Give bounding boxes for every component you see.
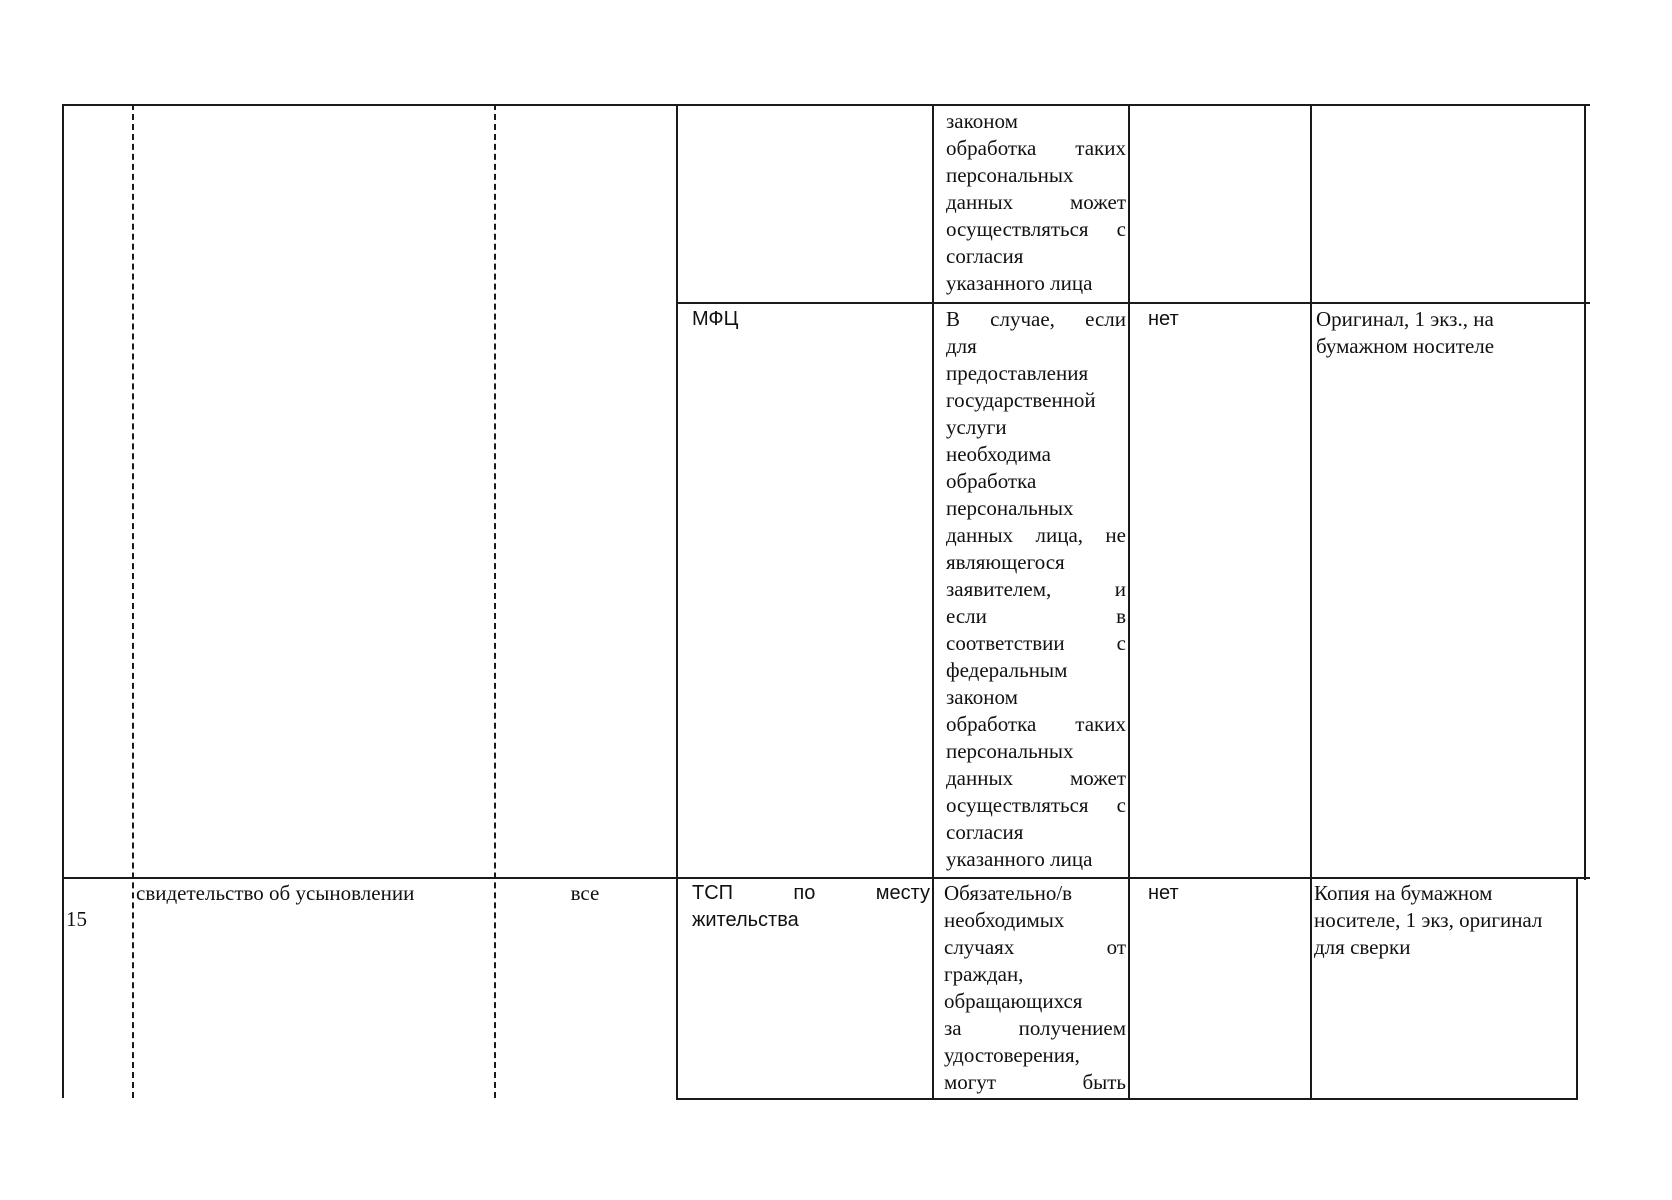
col-border-number	[132, 104, 134, 1098]
conditions-line: персональных	[946, 163, 1074, 187]
conditions-line: данных может	[946, 766, 1126, 790]
interagency-cell-mfc: нет	[1148, 308, 1179, 330]
conditions-line: являющегося	[946, 550, 1065, 574]
conditions-line: Обязательно/в	[944, 881, 1073, 905]
form-line: носителе, 1 экз, оригинал	[1314, 908, 1543, 932]
conditions-line: заявителем, и	[946, 577, 1126, 601]
channel-cell-mfc: МФЦ	[692, 308, 739, 330]
document-name-cell: свидетельство об усыновлении	[136, 881, 415, 905]
interagency-cell-row15: нет	[1148, 882, 1179, 904]
row-15-bottom-border	[676, 1098, 1578, 1100]
conditions-line: могут быть	[944, 1070, 1126, 1094]
form-cell-row15	[1314, 880, 1576, 961]
conditions-line: предоставления	[946, 361, 1089, 385]
conditions-line: персональных	[946, 496, 1074, 520]
col-border-conditions	[1128, 104, 1130, 1100]
conditions-line: необходима	[946, 442, 1051, 466]
form-line: для сверки	[1314, 935, 1411, 959]
table-top-border	[62, 104, 1590, 106]
conditions-line: государственной	[946, 388, 1096, 412]
conditions-line: обработка таких	[946, 712, 1126, 736]
form-line: Копия на бумажном	[1314, 881, 1493, 905]
conditions-line: за получением	[944, 1016, 1126, 1040]
conditions-line: услуги	[946, 415, 1007, 439]
conditions-line: согласия	[946, 244, 1024, 268]
row-number-cell: 15	[66, 907, 87, 931]
conditions-line: указанного лица	[946, 271, 1093, 295]
col-border-right	[1584, 104, 1586, 880]
conditions-cell-continued	[946, 108, 1126, 297]
col-border-left	[62, 104, 64, 1098]
conditions-cell-row15	[944, 880, 1126, 1096]
channel-cell-row15	[692, 880, 930, 934]
conditions-line: удостоверения,	[944, 1043, 1080, 1067]
applicant-category-cell: все	[570, 881, 600, 905]
conditions-line: указанного лица	[946, 847, 1093, 871]
conditions-line: данных может	[946, 190, 1126, 214]
conditions-line: осуществляться с	[946, 217, 1126, 241]
form-line: бумажном носителе	[1316, 334, 1495, 358]
row-divider-15	[62, 877, 1590, 879]
channel-line: ТСП по месту	[692, 882, 930, 904]
conditions-line: граждан,	[944, 962, 1024, 986]
col-border-interagency	[1310, 104, 1312, 1100]
channel-line: жительства	[692, 909, 799, 931]
conditions-line: обращающихся	[944, 989, 1083, 1013]
col-border-document	[494, 104, 496, 1098]
conditions-cell-mfc	[946, 306, 1126, 873]
form-cell-mfc	[1316, 306, 1580, 360]
conditions-line: законом	[946, 109, 1018, 133]
conditions-line: необходимых	[944, 908, 1065, 932]
conditions-line: соответствии с	[946, 631, 1126, 655]
col-border-channel	[932, 104, 934, 1100]
col-border-category	[676, 104, 678, 1100]
conditions-line: данных лица, не	[946, 523, 1126, 547]
form-line: Оригинал, 1 экз., на	[1316, 307, 1494, 331]
conditions-line: персональных	[946, 739, 1074, 763]
row-divider-mfc	[676, 302, 1590, 304]
conditions-line: осуществляться с	[946, 793, 1126, 817]
col-border-right-row15	[1576, 877, 1578, 1100]
conditions-line: законом	[946, 685, 1018, 709]
conditions-line: согласия	[946, 820, 1024, 844]
conditions-line: для	[946, 334, 977, 358]
conditions-line: обработка таких	[946, 136, 1126, 160]
conditions-line: если в	[946, 604, 1126, 628]
conditions-line: обработка	[946, 469, 1037, 493]
conditions-line: В случае, если	[946, 307, 1126, 331]
conditions-line: федеральным	[946, 658, 1068, 682]
conditions-line: случаях от	[944, 935, 1126, 959]
